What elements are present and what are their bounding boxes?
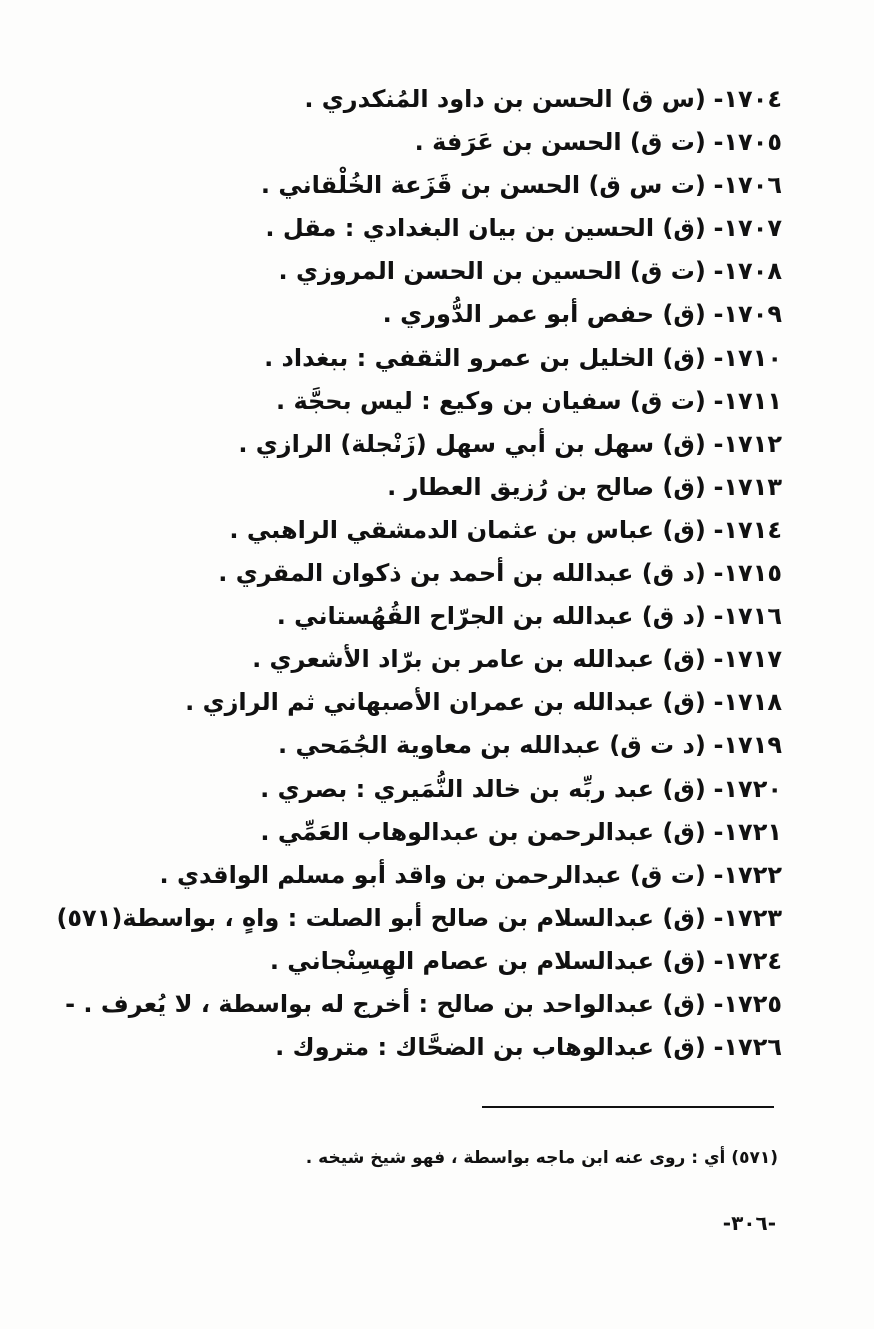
entry-number: ١٧٠٩- xyxy=(713,300,782,329)
entry-text: (ق) عبدالوهاب بن الضحَّاك : متروك . xyxy=(275,1033,706,1062)
entry-number: ١٧٠٨- xyxy=(713,257,782,286)
entry-text: (ق) سهل بن أبي سهل (زَنْجلة) الرازي . xyxy=(238,429,706,458)
entry-row xyxy=(62,164,782,207)
entry-number: ١٧١٤- xyxy=(713,515,782,544)
footnote-separator xyxy=(482,1106,774,1108)
entry-row xyxy=(62,983,782,1026)
entry-text: (ت ق) عبدالرحمن بن واقد أبو مسلم الواقدي . xyxy=(159,860,706,889)
entry-number: ١٧٠٥- xyxy=(713,128,782,157)
entry-number: ١٧١٨- xyxy=(713,688,782,717)
entry-text: (د ق) عبدالله بن أحمد بن ذكوان المقري . xyxy=(218,559,706,588)
entry-text: (ق) عبد ربِّه بن خالد النُّمَيري : بصري . xyxy=(260,774,706,803)
entry-number: ١٧١١- xyxy=(713,386,782,415)
entry-row xyxy=(62,250,782,293)
entry-row xyxy=(62,207,782,250)
entry-number: ١٧١٧- xyxy=(713,645,782,674)
entry-row xyxy=(62,293,782,336)
entry-number: ١٧١٣- xyxy=(713,472,782,501)
entry-text: (ق) عبدالله بن عمران الأصبهاني ثم الرازي . xyxy=(185,688,706,717)
entry-row xyxy=(62,595,782,638)
footnote: (٥٧١) أي : روى عنه ابن ماجه بواسطة ، فهو شيخ شيخه . xyxy=(305,1148,778,1168)
entry-row xyxy=(56,897,782,940)
entry-number: ١٧١٩- xyxy=(713,731,782,760)
entry-text: (ق) صالح بن رُزيق العطار . xyxy=(387,472,706,501)
entry-text: (ق) عبدالله بن عامر بن برّاد الأشعري . xyxy=(252,645,706,674)
entry-number: ١٧٢٣- xyxy=(713,903,782,932)
entry-number: ١٧٠٤- xyxy=(713,85,782,113)
entry-row xyxy=(62,1026,782,1069)
entry-text: (ت ق) الحسن بن عَرَفة . xyxy=(414,128,706,157)
entry-number: ١٧١٥- xyxy=(713,559,782,588)
entry-row xyxy=(62,552,782,595)
entry-number: ١٧٠٦- xyxy=(713,171,782,200)
entry-row xyxy=(62,638,782,681)
entry-list xyxy=(56,78,782,1069)
page-number: -٣٠٦- xyxy=(722,1211,776,1235)
entry-text: (ق) عبدالسلام بن عصام الهِسِنْجاني . xyxy=(269,946,706,975)
entry-row xyxy=(62,466,782,509)
entry-number: ١٧١٦- xyxy=(713,602,782,631)
entry-text: (س ق) الحسن بن داود المُنكدري . xyxy=(304,85,706,113)
entry-number: ١٧٢٢- xyxy=(713,860,782,889)
entry-text: (ق) عبدالسلام بن صالح أبو الصلت : واهٍ ، بواسطة(٥٧١) xyxy=(56,903,706,932)
entry-row xyxy=(62,681,782,724)
entry-text: (ق) عبدالرحمن بن عبدالوهاب العَمِّي . xyxy=(260,817,706,846)
entry-row xyxy=(62,78,782,121)
entry-text: (ق) عبدالواحد بن صالح : أخرج له بواسطة ، لا يُعرف . - xyxy=(65,989,706,1018)
entry-text: (ق) حفص أبو عمر الدُّوري . xyxy=(382,300,706,329)
entry-text: (ت س ق) الحسن بن قَزَعة الخُلْقاني . xyxy=(260,171,706,200)
entry-text: (ت ق) الحسين بن الحسن المروزي . xyxy=(278,257,706,286)
entry-number: ١٧١٢- xyxy=(713,429,782,458)
entry-row xyxy=(62,854,782,897)
entry-number: ١٧٢٤- xyxy=(713,946,782,975)
entry-number: ١٧١٠- xyxy=(713,343,782,372)
entry-text: (د ق) عبدالله بن الجرّاح القُهُستاني . xyxy=(276,602,706,631)
entry-row xyxy=(62,811,782,854)
entry-text: (ق) الخليل بن عمرو الثقفي : ببغداد . xyxy=(264,343,706,372)
entry-text: (د ت ق) عبدالله بن معاوية الجُمَحي . xyxy=(278,731,706,760)
entry-number: ١٧٢٦- xyxy=(713,1033,782,1062)
entry-row xyxy=(62,423,782,466)
entry-text: (ق) الحسين بن بيان البغدادي : مقل . xyxy=(265,214,706,243)
entry-row xyxy=(62,337,782,380)
entry-number: ١٧٢١- xyxy=(713,817,782,846)
entry-row xyxy=(62,509,782,552)
entry-row xyxy=(62,724,782,767)
entry-number: ١٧٠٧- xyxy=(713,214,782,243)
entry-text: (ت ق) سفيان بن وكيع : ليس بحجَّة . xyxy=(275,386,706,415)
entry-row xyxy=(62,768,782,811)
entry-row xyxy=(62,380,782,423)
entry-text: (ق) عباس بن عثمان الدمشقي الراهبي . xyxy=(229,515,706,544)
entry-number: ١٧٢٥- xyxy=(713,989,782,1018)
entry-row xyxy=(62,940,782,983)
entry-number: ١٧٢٠- xyxy=(713,774,782,803)
entry-row xyxy=(62,121,782,164)
